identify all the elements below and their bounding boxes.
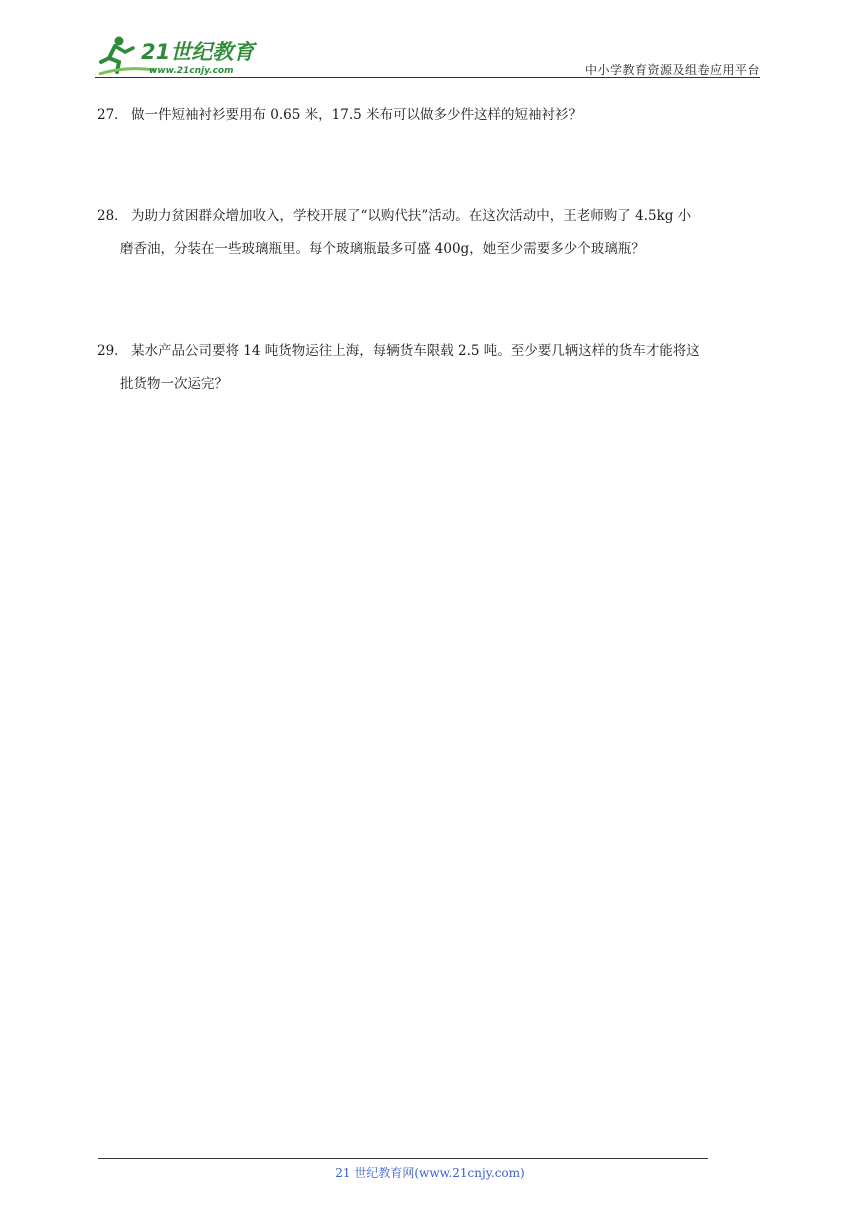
header-divider <box>95 77 760 78</box>
question-text: 做一件短袖衬衫要用布 0.65 米，17.5 米布可以做多少件这样的短袖衬衫？ <box>131 107 582 123</box>
question-text: 某水产品公司要将 14 吨货物运往上海，每辆货车限载 2.5 吨。至少要几辆这样的货车才能将这 <box>131 343 700 359</box>
footer-divider <box>98 1158 708 1159</box>
question-line: 磨香油，分装在一些玻璃瓶里。每个玻璃瓶最多可盛 400g，她至少需要多少个玻璃瓶？ <box>120 241 645 257</box>
footer-link[interactable]: 21 世纪教育网(www.21cnjy.com) <box>335 1166 525 1180</box>
question-28 <box>97 200 765 266</box>
logo <box>95 32 265 78</box>
question-line: 批货物一次运完？ <box>120 376 228 392</box>
header-platform-text: 中小学教育资源及组卷应用平台 <box>584 63 760 77</box>
question-number: 29． <box>97 343 128 359</box>
page-header <box>95 32 760 78</box>
runner-logo-icon <box>95 32 265 78</box>
question-line <box>97 200 765 233</box>
question-number: 28． <box>97 208 128 224</box>
question-line <box>97 335 765 368</box>
question-29 <box>97 335 765 401</box>
logo-text: 21世纪教育 <box>141 40 255 64</box>
question-27 <box>97 99 765 132</box>
question-number: 27． <box>97 107 128 123</box>
logo-url: www.21cnjy.com <box>149 66 234 76</box>
question-line <box>97 99 765 132</box>
question-text: 为助力贫困群众增加收入，学校开展了“以购代扶”活动。在这次活动中，王老师购了 4.5kg 小 <box>131 208 692 224</box>
